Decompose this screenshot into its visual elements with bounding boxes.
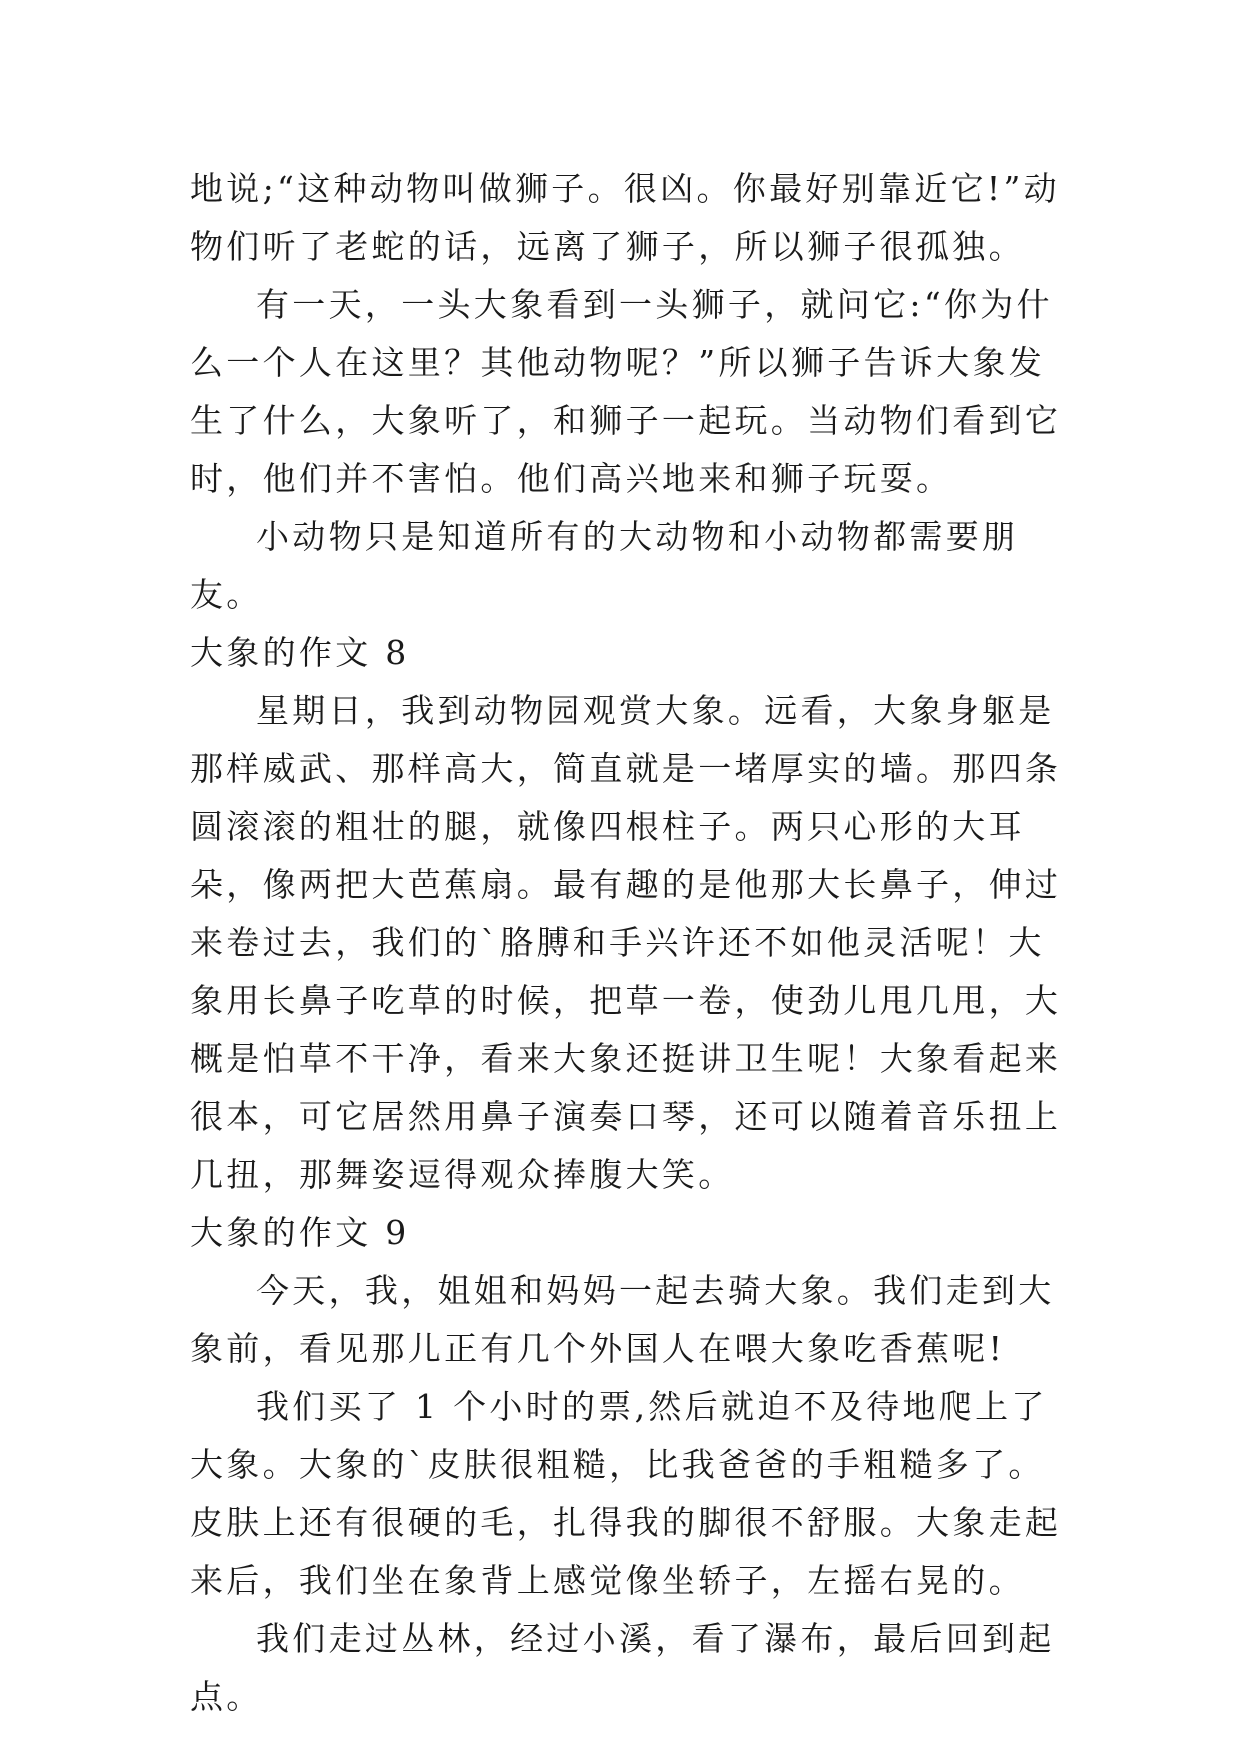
paragraph: 小动物只是知道所有的大动物和小动物都需要朋友。 [190, 517, 1019, 614]
section-heading: 大象的作文 9 [190, 1213, 410, 1252]
paragraph: 今天，我，姐姐和妈妈一起去骑大象。我们走到大象前，看见那儿正有几个外国人在喂大象吃香蕉呢! [190, 1271, 1055, 1368]
paragraph: 地说;“这种动物叫做狮子。很凶。你最好别靠近它!”动物们听了老蛇的话，远离了狮子，所以狮子很孤独。 [190, 169, 1060, 266]
section-heading: 大象的作文 8 [190, 633, 410, 672]
document-body [190, 160, 1070, 1726]
paragraph: 我们走过丛林，经过小溪，看了瀑布，最后回到起点。 [190, 1619, 1055, 1716]
paragraph: 我们买了 1 个小时的票,然后就迫不及待地爬上了大象。大象的`皮肤很粗糙，比我爸爸的手粗糙多了。皮肤上还有很硬的毛，扎得我的脚很不舒服。大象走起来后，我们坐在象背上感觉像坐轿子，左摇右晃的。 [190, 1387, 1062, 1600]
paragraph: 星期日，我到动物园观赏大象。远看，大象身躯是那样威武、那样高大，简直就是一堵厚实的墙。那四条圆滚滚的粗壮的腿，就像四根柱子。两只心形的大耳朵，像两把大芭蕉扇。最有趣的是他那大长鼻子，伸过来卷过去，我们的`胳膊和手兴许还不如他灵活呢！大象用长鼻子吃草的时候，把草一卷，使劲儿甩几甩，大概是怕草不干净，看来大象还挺讲卫生呢！大象看起来很本，可它居然用鼻子演奏口琴，还可以随着音乐扭上几扭，那舞姿逗得观众捧腹大笑。 [190, 691, 1062, 1194]
paragraph: 有一天，一头大象看到一头狮子，就问它:“你为什么一个人在这里？其他动物呢？”所以狮子告诉大象发生了什么，大象听了，和狮子一起玩。当动物们看到它时，他们并不害怕。他们高兴地来和狮子玩耍。 [190, 285, 1062, 498]
